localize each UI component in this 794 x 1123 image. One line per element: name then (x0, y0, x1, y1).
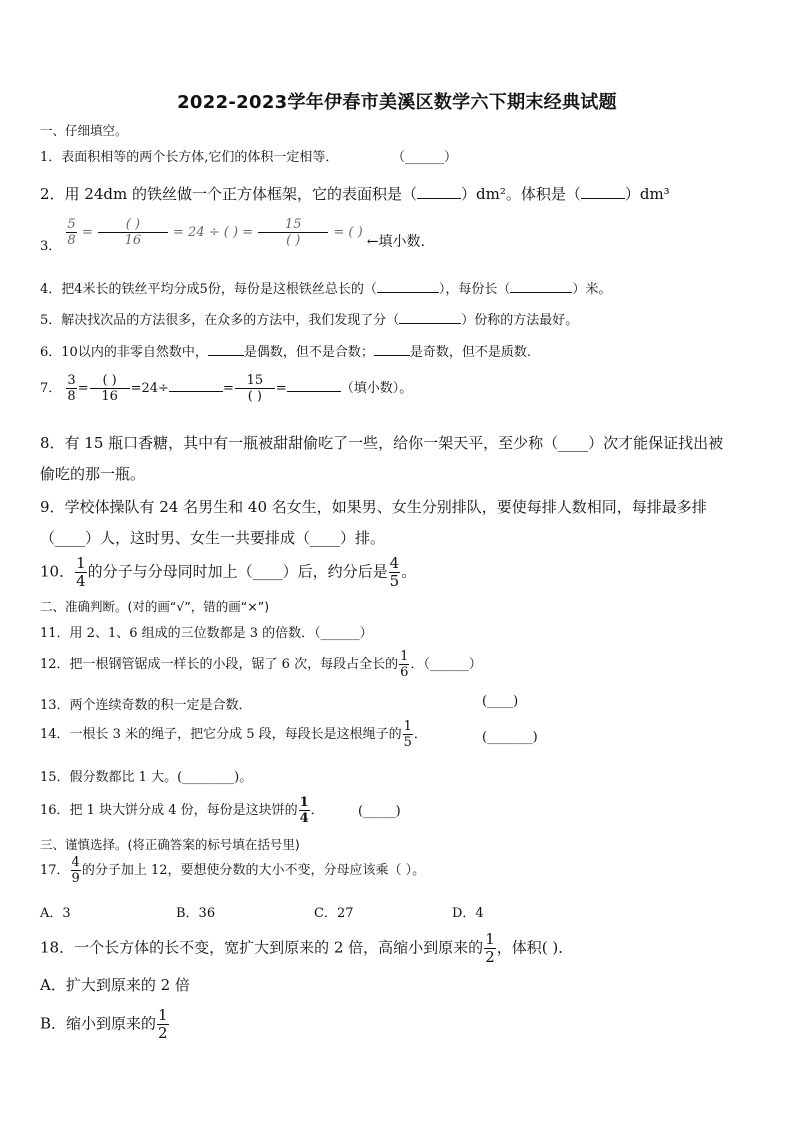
question-15: 15．假分数都比 1 大。(________)。 (40, 770, 253, 785)
question-16: 16．把 1 块大饼分成 4 份，每份是这块饼的 $\frac{1}{4}$ ． (40, 795, 324, 826)
question-number: 2． (40, 185, 65, 203)
answer-paren-14[interactable]: (_______) (482, 730, 538, 745)
answer-blank[interactable] (399, 309, 461, 324)
question-4: 4．把4米长的铁丝平均分成5份，每份是这根铁丝总长的（ ），每份长（ ）米。 (40, 278, 611, 297)
answer-blank[interactable] (581, 184, 625, 199)
question-number: 1． (40, 150, 62, 165)
option-c[interactable]: C．27 (314, 906, 354, 921)
question-number: 7． (40, 381, 62, 396)
fraction: $\frac{1}{4}$ (299, 795, 309, 826)
answer-blank[interactable] (169, 377, 223, 392)
answer-blank[interactable] (417, 184, 461, 199)
question-5: 5．解决找次品的方法很多，在众多的方法中，我们发现了分（ ）份称的方法最好。 (40, 309, 578, 328)
question-number: 18． (40, 938, 75, 957)
page-title: 2022-2023学年伊春市美溪区数学六下期末经典试题 (177, 92, 617, 113)
question-3: 3． $\frac{5}{8}$ = $\frac{( )}{16}$ = 24 ÷ ( ) = $\frac{15}{( )}$ = ( ) ←填小数. (40, 217, 425, 254)
question-number: 17． (40, 863, 70, 878)
question-number: 12． (40, 657, 70, 672)
fraction: $\frac{1}{2}$ (158, 1006, 168, 1042)
fraction: $\frac{4}{5}$ (389, 554, 400, 590)
question-11: 11．用 2、1、6 组成的三位数都是 3 的倍数．（______） (40, 626, 373, 641)
fraction: $\frac{5}{8}$ (67, 217, 76, 248)
option-b[interactable]: B．36 (176, 906, 216, 921)
section-heading-2: 二、准确判断。(对的画“√”，错的画“×”) (40, 599, 270, 614)
option-a[interactable]: A．3 (40, 906, 71, 921)
answer-blank[interactable] (208, 341, 244, 356)
fraction: $\frac{3}{8}$ (67, 373, 76, 404)
answer-blank[interactable] (377, 278, 439, 293)
question-9-line-1: 9．学校体操队有 24 名男生和 40 名女生，如果男、女生分别排队，要使每排人数相同，每排最多排 (40, 498, 707, 516)
question-6: 6．10以内的非零自然数中， 是偶数，但不是合数； 是奇数，但不是质数. (40, 341, 531, 360)
option-b[interactable]: B．缩小到原来的 $\frac{1}{2}$ (40, 1006, 168, 1042)
question-1 (40, 146, 338, 165)
question-8-line-1: 8．有 15 瓶口香糖，其中有一瓶被甜甜偷吃了一些，给你一架天平，至少称（____）次才能保证找出被 (40, 434, 724, 452)
question-17: 17． $\frac{4}{9}$ 的分子加上 12，要想使分数的大小不变，分母应该乘（ ）。 (40, 855, 426, 886)
question-number: 3． (40, 239, 62, 254)
question-8-line-2: 偷吃的那一瓶。 (40, 465, 146, 483)
question-number: 10． (40, 562, 75, 581)
answer-blank[interactable] (510, 278, 572, 293)
question-12: 12．把一根钢管锯成一样长的小段，锯了 6 次，每段占全长的 $\frac{1}{6}$ ．（______） (40, 649, 482, 680)
question-2: 2．用 24dm 的铁丝做一个正方体框架，它的表面积是（ ）dm²。体积是（ ）dm³ (40, 185, 670, 203)
question-13: 13．两个连续奇数的积一定是合数． (40, 698, 252, 713)
question-number: 16． (40, 803, 70, 818)
fraction: $\frac{15}{( )}$ (235, 374, 275, 403)
fraction: $\frac{1}{6}$ (400, 649, 409, 680)
question-number: 6． (40, 345, 62, 360)
answer-paren-1[interactable]: （______） (392, 150, 458, 165)
question-number: 11． (40, 626, 70, 641)
question-18: 18．一个长方体的长不变，宽扩大到原来的 2 倍，高缩小到原来的 $\frac{1}{2}$ ，体积( )． (40, 930, 574, 966)
fraction: $\frac{1}{5}$ (403, 719, 412, 750)
question-7: 7． $\frac{3}{8}$ = $\frac{( )}{16}$ =24÷ = $\frac{15}{( )}$ = （填小数）。 (40, 373, 413, 404)
question-14: 14．一根长 3 米的绳子，把它分成 5 段，每段长是这根绳子的 $\frac{1}{5}$ ． (40, 719, 427, 750)
section-heading-3: 三、谨慎选择。(将正确答案的标号填在括号里) (40, 837, 300, 852)
section-heading-1: 一、仔细填空。 (40, 123, 128, 138)
question-9-line-2: （____）人，这时男、女生一共要排成（____）排。 (40, 529, 386, 547)
question-number: 14． (40, 727, 70, 742)
fraction: $\frac{15}{( )}$ (258, 218, 328, 247)
fraction: $\frac{4}{9}$ (71, 855, 80, 886)
option-d[interactable]: D．4 (452, 906, 484, 921)
question-10: 10． $\frac{1}{4}$ 的分子与分母同时加上（____）后，约分后是 $\frac{4}{5}$ 。 (40, 554, 417, 590)
answer-blank[interactable] (374, 341, 410, 356)
option-a[interactable]: A．扩大到原来的 2 倍 (40, 976, 190, 994)
answer-paren-13[interactable]: (____) (482, 694, 519, 709)
fraction: $\frac{1}{2}$ (485, 930, 495, 966)
question-text: 表面积相等的两个长方体,它们的体积一定相等． (61, 150, 339, 165)
answer-blank[interactable] (287, 377, 341, 392)
answer-paren-16[interactable]: (_____) (358, 804, 401, 819)
fraction: $\frac{( )}{16}$ (90, 374, 130, 403)
fraction: $\frac{( )}{16}$ (98, 218, 168, 247)
fraction: $\frac{1}{4}$ (76, 554, 86, 590)
question-number: 15． (40, 770, 70, 785)
question-number: 4． (40, 282, 62, 297)
question-number: 13． (40, 698, 70, 713)
question-number: 5． (40, 313, 62, 328)
